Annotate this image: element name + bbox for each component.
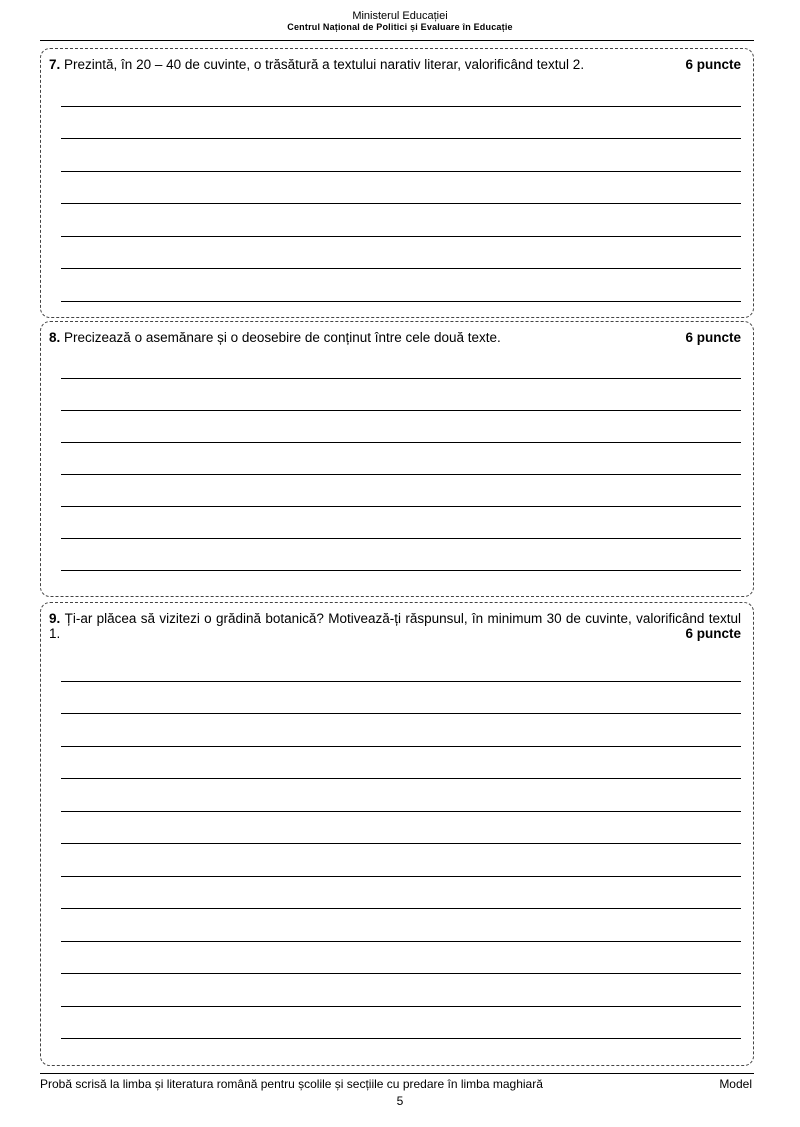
answer-line[interactable] (61, 843, 741, 844)
answer-line[interactable] (61, 138, 741, 139)
answer-line[interactable] (61, 506, 741, 507)
header-rule (40, 40, 754, 41)
question-number: 9. (49, 611, 61, 626)
answer-line[interactable] (61, 746, 741, 747)
question-points: 6 puncte (685, 57, 741, 72)
answer-line[interactable] (61, 538, 741, 539)
answer-line[interactable] (61, 236, 741, 237)
question-8-box (40, 321, 754, 597)
footer-model-label: Model (719, 1077, 752, 1091)
answer-line[interactable] (61, 442, 741, 443)
answer-line[interactable] (61, 268, 741, 269)
question-prompt: Precizează o asemănare și o deosebire de conținut între cele două texte. (64, 330, 501, 345)
answer-line[interactable] (61, 1038, 741, 1039)
question-8-text (49, 330, 741, 345)
center-name: Centrul Național de Politici și Evaluare în Educație (287, 22, 513, 32)
question-number: 8. (49, 330, 61, 345)
page-header (0, 10, 800, 33)
answer-line[interactable] (61, 1006, 741, 1007)
footer-exam-title: Probă scrisă la limba și literatura română pentru școlile și secțiile cu predare în limba maghiară (40, 1077, 543, 1091)
answer-line[interactable] (61, 908, 741, 909)
footer-rule (40, 1073, 754, 1074)
answer-line[interactable] (61, 876, 741, 877)
question-prompt: Prezintă, în 20 – 40 de cuvinte, o trăsătură a textului narativ literar, valorificând textul 2. (64, 57, 585, 72)
answer-line[interactable] (61, 973, 741, 974)
answer-line[interactable] (61, 378, 741, 379)
question-9-text (49, 611, 741, 641)
page-number: 5 (396, 1094, 404, 1108)
question-9-box (40, 602, 754, 1066)
answer-line[interactable] (61, 171, 741, 172)
question-prompt: Ți-ar plăcea să vizitezi o grădină botanică? Motivează-ți răspunsul, în minimum 30 de cuvinte, valorificând textul 1. (49, 611, 741, 641)
answer-line[interactable] (61, 474, 741, 475)
question-7-text (49, 57, 741, 72)
answer-line[interactable] (61, 778, 741, 779)
question-points: 6 puncte (685, 330, 741, 345)
answer-line[interactable] (61, 203, 741, 204)
answer-line[interactable] (61, 410, 741, 411)
answer-line[interactable] (61, 570, 741, 571)
answer-line[interactable] (61, 713, 741, 714)
answer-line[interactable] (61, 301, 741, 302)
question-7-box (40, 48, 754, 318)
question-number: 7. (49, 57, 61, 72)
answer-line[interactable] (61, 811, 741, 812)
ministry-name: Ministerul Educației (352, 10, 448, 22)
answer-line[interactable] (61, 681, 741, 682)
answer-line[interactable] (61, 941, 741, 942)
question-points: 6 puncte (685, 626, 741, 641)
answer-line[interactable] (61, 106, 741, 107)
